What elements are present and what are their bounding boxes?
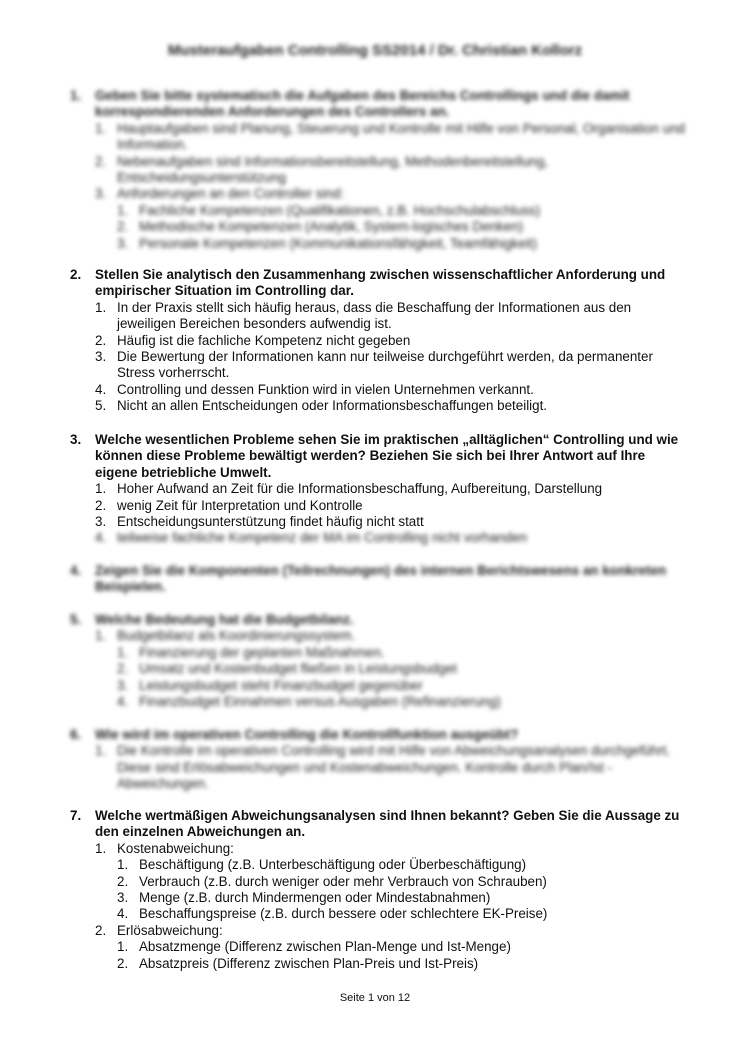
sub-list-item: 3. Personale Kompetenzen (Kommunikationsfähigkeit, Teamfähigkeit) (117, 235, 537, 251)
question-number: 5. (70, 612, 82, 627)
question-heading (70, 563, 690, 596)
sub-list-item: 4. Beschaffungspreise (z.B. durch bessere oder schlechtere EK-Preise) (117, 906, 548, 922)
question-1 (70, 88, 690, 252)
question-2 (70, 267, 690, 415)
sub-list-item: 3. Menge (z.B. durch Mindermengen oder Mindestabnahmen) (117, 890, 491, 906)
question-number: 6. (70, 727, 82, 742)
question-text: Wie wird im operativen Controlling die Kontrollfunktion ausgeübt? (95, 727, 519, 742)
list-item: 3. Anforderungen an den Controller sind: (95, 186, 345, 202)
list-item: 2. wenig Zeit für Interpretation und Kontrolle (95, 497, 363, 513)
list-item: 2. Häufig ist die fachliche Kompetenz nicht gegeben (95, 332, 411, 348)
list-item: 1. Kostenabweichung: (95, 840, 234, 856)
question-heading (70, 727, 690, 743)
list-item: 4. teilweise fachliche Kompetenz der MA im Controlling nicht vorhanden (95, 530, 528, 546)
sub-list-item: 1. Finanzierung der geplanten Maßnahmen. (117, 644, 385, 660)
list-item: 1. Hoher Aufwand an Zeit für die Informationsbeschaffung, Aufbereitung, Darstellung (95, 481, 603, 497)
question-heading (70, 88, 690, 121)
sub-list-item: 2. Absatzpreis (Differenz zwischen Plan-Preis und Ist-Preis) (117, 955, 479, 971)
question-number: 3. (70, 432, 82, 447)
list-item: 1. In der Praxis stellt sich häufig heraus, dass die Beschaffung der Informationen aus den jeweiligen Bereichen besonders aufwendig ist. (95, 299, 632, 332)
sub-list-item: 1. Absatzmenge (Differenz zwischen Plan-Menge und Ist-Menge) (117, 939, 511, 955)
sub-list-item: 2. Methodische Kompetenzen (Analytik, System-logisches Denken) (117, 219, 524, 235)
sub-list-item: 4. Finanzbudget Einnahmen versus Ausgaben (Refinanzierung) (117, 694, 501, 710)
question-heading (70, 432, 690, 481)
list-item: 2. Nebenaufgaben sind Informationsbereitstellung, Methodenbereitstellung, Entscheidungsunterstützung (95, 153, 549, 186)
question-text: Welche wesentlichen Probleme sehen Sie im praktischen „alltäglichen“ Controlling und wie können diese Probleme bewältigt werden? Beziehen Sie sich bei Ihrer Antwort auf Ihre eigene betriebliche Umwelt. (95, 432, 679, 480)
list-item: 1. Die Kontrolle im operativen Controlling wird mit Hilfe von Abweichungsanalysen durchgeführt. Diese sind Erlösabweichungen und Kostenabweichungen. Kontrolle durch Plan/Ist - Abweichungen. (95, 743, 671, 792)
question-heading (70, 808, 690, 841)
question-5 (70, 612, 690, 710)
sub-list-item: 2. Umsatz und Kostenbudget fließen in Leistungsbudget (117, 661, 457, 677)
question-text: Welche Bedeutung hat die Budgetbilanz. (95, 612, 354, 627)
list-item: 2. Erlösabweichung: (95, 922, 223, 938)
list-item: 5. Nicht an allen Entscheidungen oder Informationsbeschaffungen beteiligt. (95, 398, 548, 414)
list-item: 1. Budgetbilanz als Koordinierungssystem. (95, 628, 356, 644)
list-item: 1. Hauptaufgaben sind Planung, Steuerung und Kontrolle mit Hilfe von Personal, Organisation und Information. (95, 120, 685, 153)
question-heading (70, 267, 690, 300)
question-number: 1. (70, 88, 82, 103)
question-3 (70, 432, 690, 547)
sub-list-item: 2. Verbrauch (z.B. durch weniger oder mehr Verbrauch von Schrauben) (117, 873, 547, 889)
question-number: 7. (70, 808, 82, 823)
sub-list-item: 1. Fachliche Kompetenzen (Qualifikationen, z.B. Hochschulabschluss) (117, 202, 541, 218)
question-number: 4. (70, 563, 82, 578)
question-heading (70, 612, 690, 628)
page-footer: Seite 1 von 12 (339, 992, 411, 1004)
question-text: Welche wertmäßigen Abweichungsanalysen sind Ihnen bekannt? Geben Sie die Aussage zu den einzelnen Abweichungen an. (95, 808, 680, 840)
list-item: 3. Die Bewertung der Informationen kann nur teilweise durchgeführt werden, da permanenter Stress vorherrscht. (95, 349, 653, 381)
question-text: Stellen Sie analytisch den Zusammenhang zwischen wissenschaftlicher Anforderung und empirischer Situation im Controlling dar. (95, 267, 666, 299)
question-6 (70, 727, 690, 793)
list-item: 3. Entscheidungsunterstützung findet häufig nicht statt (95, 514, 424, 530)
question-text: Geben Sie bitte systematisch die Aufgaben des Bereichs Controllings und die damit korrespondierenden Anforderungen des Controllers an. (95, 88, 630, 120)
page-title: Musteraufgaben Controlling SS2014 / Dr. Christian Kollorz (167, 42, 583, 59)
question-4 (70, 563, 690, 596)
question-7 (70, 808, 690, 972)
list-item: 4. Controlling und dessen Funktion wird in vielen Unternehmen verkannt. (95, 381, 534, 397)
question-number: 2. (70, 267, 82, 282)
question-text: Zeigen Sie die Komponenten (Teilrechnungen) des internen Berichtswesens an konkreten Beispielen. (95, 563, 667, 595)
sub-list-item: 3. Leistungsbudget steht Finanzbudget gegenüber (117, 677, 423, 693)
sub-list-item: 1. Beschäftigung (z.B. Unterbeschäftigung oder Überbeschäftigung) (117, 857, 527, 873)
